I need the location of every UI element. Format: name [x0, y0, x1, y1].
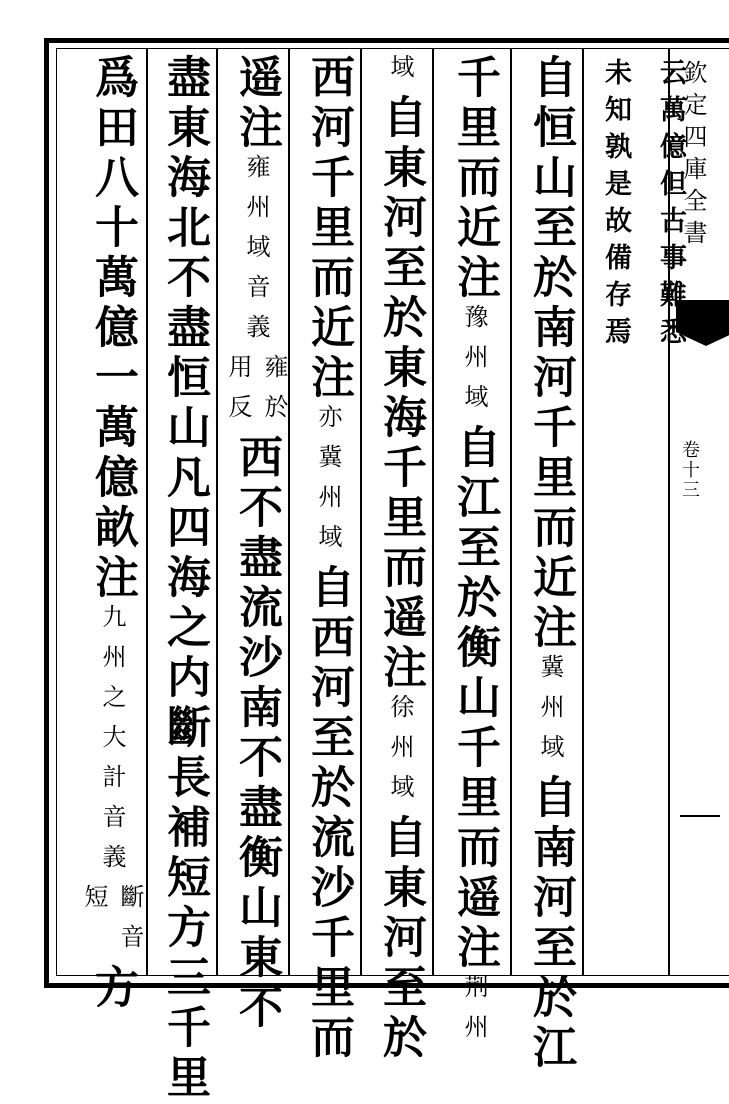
book-title: 欽定四庫全書: [679, 60, 707, 252]
main-text: 自南河至於江: [525, 774, 576, 1074]
annotation-pair: [81, 884, 143, 964]
column-rule: [510, 48, 512, 976]
main-text: 方: [87, 964, 138, 1014]
text-column: [224, 54, 288, 1034]
main-text: 自恒山至於南河千里而近注: [525, 54, 576, 654]
commentary-text: 豫州域: [460, 304, 488, 424]
main-text: 自江至於衡山千里而遥注: [449, 424, 500, 974]
note-line: 未知孰是故備存焉: [600, 58, 631, 354]
main-text: 千里而近注: [449, 54, 500, 304]
main-text: 西不盡流沙南不盡衡山東不: [231, 434, 282, 1034]
text-column: [444, 54, 504, 1054]
commentary-text: 雍州域音義: [242, 154, 270, 354]
main-text: 爲田八十萬億一萬億畝注: [87, 54, 138, 604]
commentary-text: 亦冀州域: [314, 404, 342, 564]
note-column: [596, 58, 690, 354]
column-rule: [360, 48, 362, 976]
margin-mark: [680, 815, 720, 817]
annotation-line: 短: [80, 884, 108, 924]
text-column: [154, 54, 214, 1104]
commentary-text: 冀州域: [536, 654, 564, 774]
note-line: 云萬億但古事難悉: [655, 58, 686, 354]
column-rule: [288, 48, 290, 976]
commentary-text: 荆州: [460, 974, 488, 1054]
column-rule: [432, 48, 434, 976]
text-column: [298, 54, 358, 1064]
annotation-pair: [225, 354, 287, 434]
commentary-text: 九州之大計音義: [98, 604, 126, 884]
main-text: 自東河至於: [375, 814, 426, 1064]
commentary-text: 域: [386, 54, 414, 94]
text-column: [520, 54, 580, 1074]
commentary-text: 徐州域: [386, 694, 414, 814]
main-text: 遥注: [231, 54, 282, 154]
main-text: 盡東海北不盡恒山凡四海之内斷長補短方三千里: [159, 54, 210, 1104]
volume-label: 卷十三: [679, 440, 700, 500]
annotation-line: 用反: [224, 354, 252, 434]
text-column: [370, 54, 430, 1064]
main-text: 自東河至於東海千里而遥注: [375, 94, 426, 694]
main-text: 西河千里而近注: [303, 54, 354, 404]
column-rule: [216, 48, 218, 976]
annotation-line: 雍於: [260, 354, 288, 434]
main-text: 自西河至於流沙千里而: [303, 564, 354, 1064]
column-rule: [146, 48, 148, 976]
column-rule: [582, 48, 584, 976]
text-column: [80, 54, 144, 1014]
annotation-line: 斷音: [116, 884, 144, 964]
